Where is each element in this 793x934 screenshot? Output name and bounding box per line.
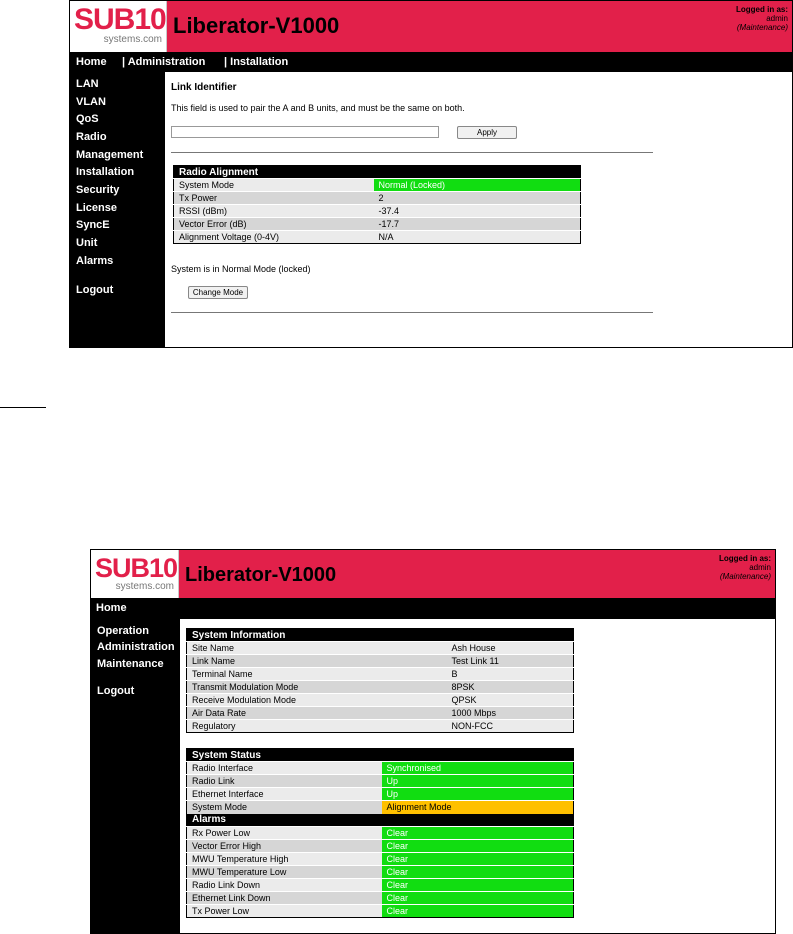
- table-row: [187, 642, 574, 655]
- table-row: [174, 218, 581, 231]
- logo-wordmark: SUB10: [74, 3, 166, 36]
- table-row: [187, 892, 574, 905]
- table-row: [187, 827, 574, 840]
- system-status-title: System Status: [187, 749, 574, 762]
- link-identifier-heading: Link Identifier: [171, 82, 237, 93]
- table-row: [187, 720, 574, 733]
- divider: [0, 407, 46, 408]
- table-row: [187, 905, 574, 918]
- status-value: Alignment Mode: [382, 801, 574, 814]
- logo-wordmark: SUB10: [95, 553, 178, 583]
- row-label: Ethernet Link Down: [187, 892, 382, 905]
- table-row: [174, 179, 581, 192]
- sidebar-item-license[interactable]: License: [76, 202, 117, 214]
- sidebar-item-maintenance[interactable]: Maintenance: [97, 658, 164, 670]
- row-label: System Mode: [174, 179, 374, 192]
- row-label: Link Name: [187, 655, 447, 668]
- system-information-title: System Information: [187, 629, 574, 642]
- row-value: 1000 Mbps: [447, 707, 574, 720]
- sidebar-item-administration[interactable]: Administration: [97, 641, 175, 653]
- row-value: N/A: [374, 231, 581, 244]
- alarm-value: Clear: [382, 879, 574, 892]
- table-row: [187, 775, 574, 788]
- row-label: Radio Link Down: [187, 879, 382, 892]
- table-row: [187, 853, 574, 866]
- sidebar-item-radio[interactable]: Radio: [76, 131, 107, 143]
- status-value: Synchronised: [382, 762, 574, 775]
- system-information-table: [186, 628, 574, 733]
- alarm-value: Clear: [382, 827, 574, 840]
- row-value: B: [447, 668, 574, 681]
- sidebar-item-synce[interactable]: SyncE: [76, 219, 110, 231]
- mode-status-text: System is in Normal Mode (locked): [171, 264, 311, 274]
- table-row: [187, 762, 574, 775]
- alarm-value: Clear: [382, 892, 574, 905]
- product-title: Liberator-V1000: [185, 564, 337, 586]
- sidebar-item-vlan[interactable]: VLAN: [76, 96, 106, 108]
- row-value: -17.7: [374, 218, 581, 231]
- row-label: RSSI (dBm): [174, 205, 374, 218]
- main-content: [165, 72, 792, 347]
- row-label: System Mode: [187, 801, 382, 814]
- logo: [70, 1, 167, 52]
- change-mode-button[interactable]: Change Mode: [188, 286, 248, 299]
- sidebar-item-logout[interactable]: Logout: [97, 685, 135, 697]
- product-title: Liberator-V1000: [173, 13, 340, 38]
- nav-installation[interactable]: | Installation: [224, 56, 289, 68]
- table-row: [187, 788, 574, 801]
- row-value: Test Link 11: [447, 655, 574, 668]
- table-row: [174, 205, 581, 218]
- row-label: Vector Error (dB): [174, 218, 374, 231]
- login-role: (Maintenance): [736, 23, 788, 32]
- row-label: Regulatory: [187, 720, 447, 733]
- row-label: Alignment Voltage (0-4V): [174, 231, 374, 244]
- alarm-value: Clear: [382, 853, 574, 866]
- row-label: MWU Temperature Low: [187, 866, 382, 879]
- divider: [171, 312, 653, 313]
- alarm-value: Clear: [382, 905, 574, 918]
- nav-home[interactable]: Home: [96, 602, 127, 614]
- main-content: [180, 619, 775, 933]
- login-user: admin: [749, 563, 771, 572]
- login-label: Logged in as:: [736, 5, 788, 14]
- sidebar-item-security[interactable]: Security: [76, 184, 120, 196]
- link-identifier-input[interactable]: [171, 126, 439, 138]
- table-row: [174, 192, 581, 205]
- row-value: -37.4: [374, 205, 581, 218]
- status-value: Up: [382, 775, 574, 788]
- radio-alignment-table: [173, 165, 581, 244]
- login-user: admin: [766, 14, 788, 23]
- link-identifier-description: This field is used to pair the A and B units, and must be the same on both.: [171, 103, 465, 113]
- login-role: (Maintenance): [719, 572, 771, 581]
- row-label: Rx Power Low: [187, 827, 382, 840]
- table-row: [187, 668, 574, 681]
- row-label: Receive Modulation Mode: [187, 694, 447, 707]
- row-label: Vector Error High: [187, 840, 382, 853]
- table-row: [187, 840, 574, 853]
- nav-home[interactable]: Home: [76, 56, 107, 68]
- row-label: Site Name: [187, 642, 447, 655]
- sidebar-item-qos[interactable]: QoS: [76, 113, 99, 125]
- row-value: 8PSK: [447, 681, 574, 694]
- table-row: [187, 801, 574, 814]
- table-row: [187, 866, 574, 879]
- table-row: [187, 707, 574, 720]
- table-row: [187, 879, 574, 892]
- divider: [171, 152, 653, 153]
- row-label: MWU Temperature High: [187, 853, 382, 866]
- system-status-table: [186, 748, 574, 918]
- row-label: Air Data Rate: [187, 707, 447, 720]
- logo-subtitle: systems.com: [115, 581, 174, 592]
- alarms-title: Alarms: [187, 814, 574, 827]
- row-label: Ethernet Interface: [187, 788, 382, 801]
- sidebar-item-installation[interactable]: Installation: [76, 166, 135, 178]
- row-value: QPSK: [447, 694, 574, 707]
- top-nav: [70, 52, 792, 72]
- radio-alignment-title: Radio Alignment: [174, 166, 581, 179]
- sidebar-item-lan[interactable]: LAN: [76, 78, 99, 90]
- table-row: [174, 231, 581, 244]
- alarm-value: Clear: [382, 866, 574, 879]
- row-label: Radio Interface: [187, 762, 382, 775]
- header-bar: [70, 1, 792, 52]
- sidebar-item-operation[interactable]: Operation: [97, 625, 149, 637]
- row-value: 2: [374, 192, 581, 205]
- row-value: Ash House: [447, 642, 574, 655]
- sidebar-item-alarms[interactable]: Alarms: [76, 255, 114, 267]
- login-info: [736, 5, 788, 32]
- row-value: NON-FCC: [447, 720, 574, 733]
- header-bar: [91, 550, 775, 598]
- table-row: [187, 655, 574, 668]
- sidebar-item-unit[interactable]: Unit: [76, 237, 98, 249]
- logo-subtitle: systems.com: [103, 34, 162, 45]
- table-row: [187, 694, 574, 707]
- nav-administration[interactable]: | Administration: [122, 56, 206, 68]
- sidebar: [70, 72, 165, 347]
- apply-button[interactable]: Apply: [457, 126, 517, 139]
- row-label: Radio Link: [187, 775, 382, 788]
- system-mode-value: Normal (Locked): [374, 179, 581, 192]
- sidebar: [91, 619, 180, 933]
- status-value: Up: [382, 788, 574, 801]
- login-info: [719, 554, 771, 581]
- alarm-value: Clear: [382, 840, 574, 853]
- row-label: Tx Power Low: [187, 905, 382, 918]
- sidebar-item-management[interactable]: Management: [76, 149, 144, 161]
- row-label: Tx Power: [174, 192, 374, 205]
- row-label: Transmit Modulation Mode: [187, 681, 447, 694]
- home-screen: [90, 549, 776, 934]
- sidebar-item-logout[interactable]: Logout: [76, 284, 114, 296]
- installation-screen: [69, 0, 793, 348]
- logo: [91, 550, 179, 598]
- login-label: Logged in as:: [719, 554, 771, 563]
- table-row: [187, 681, 574, 694]
- row-label: Terminal Name: [187, 668, 447, 681]
- top-nav: [91, 598, 775, 619]
